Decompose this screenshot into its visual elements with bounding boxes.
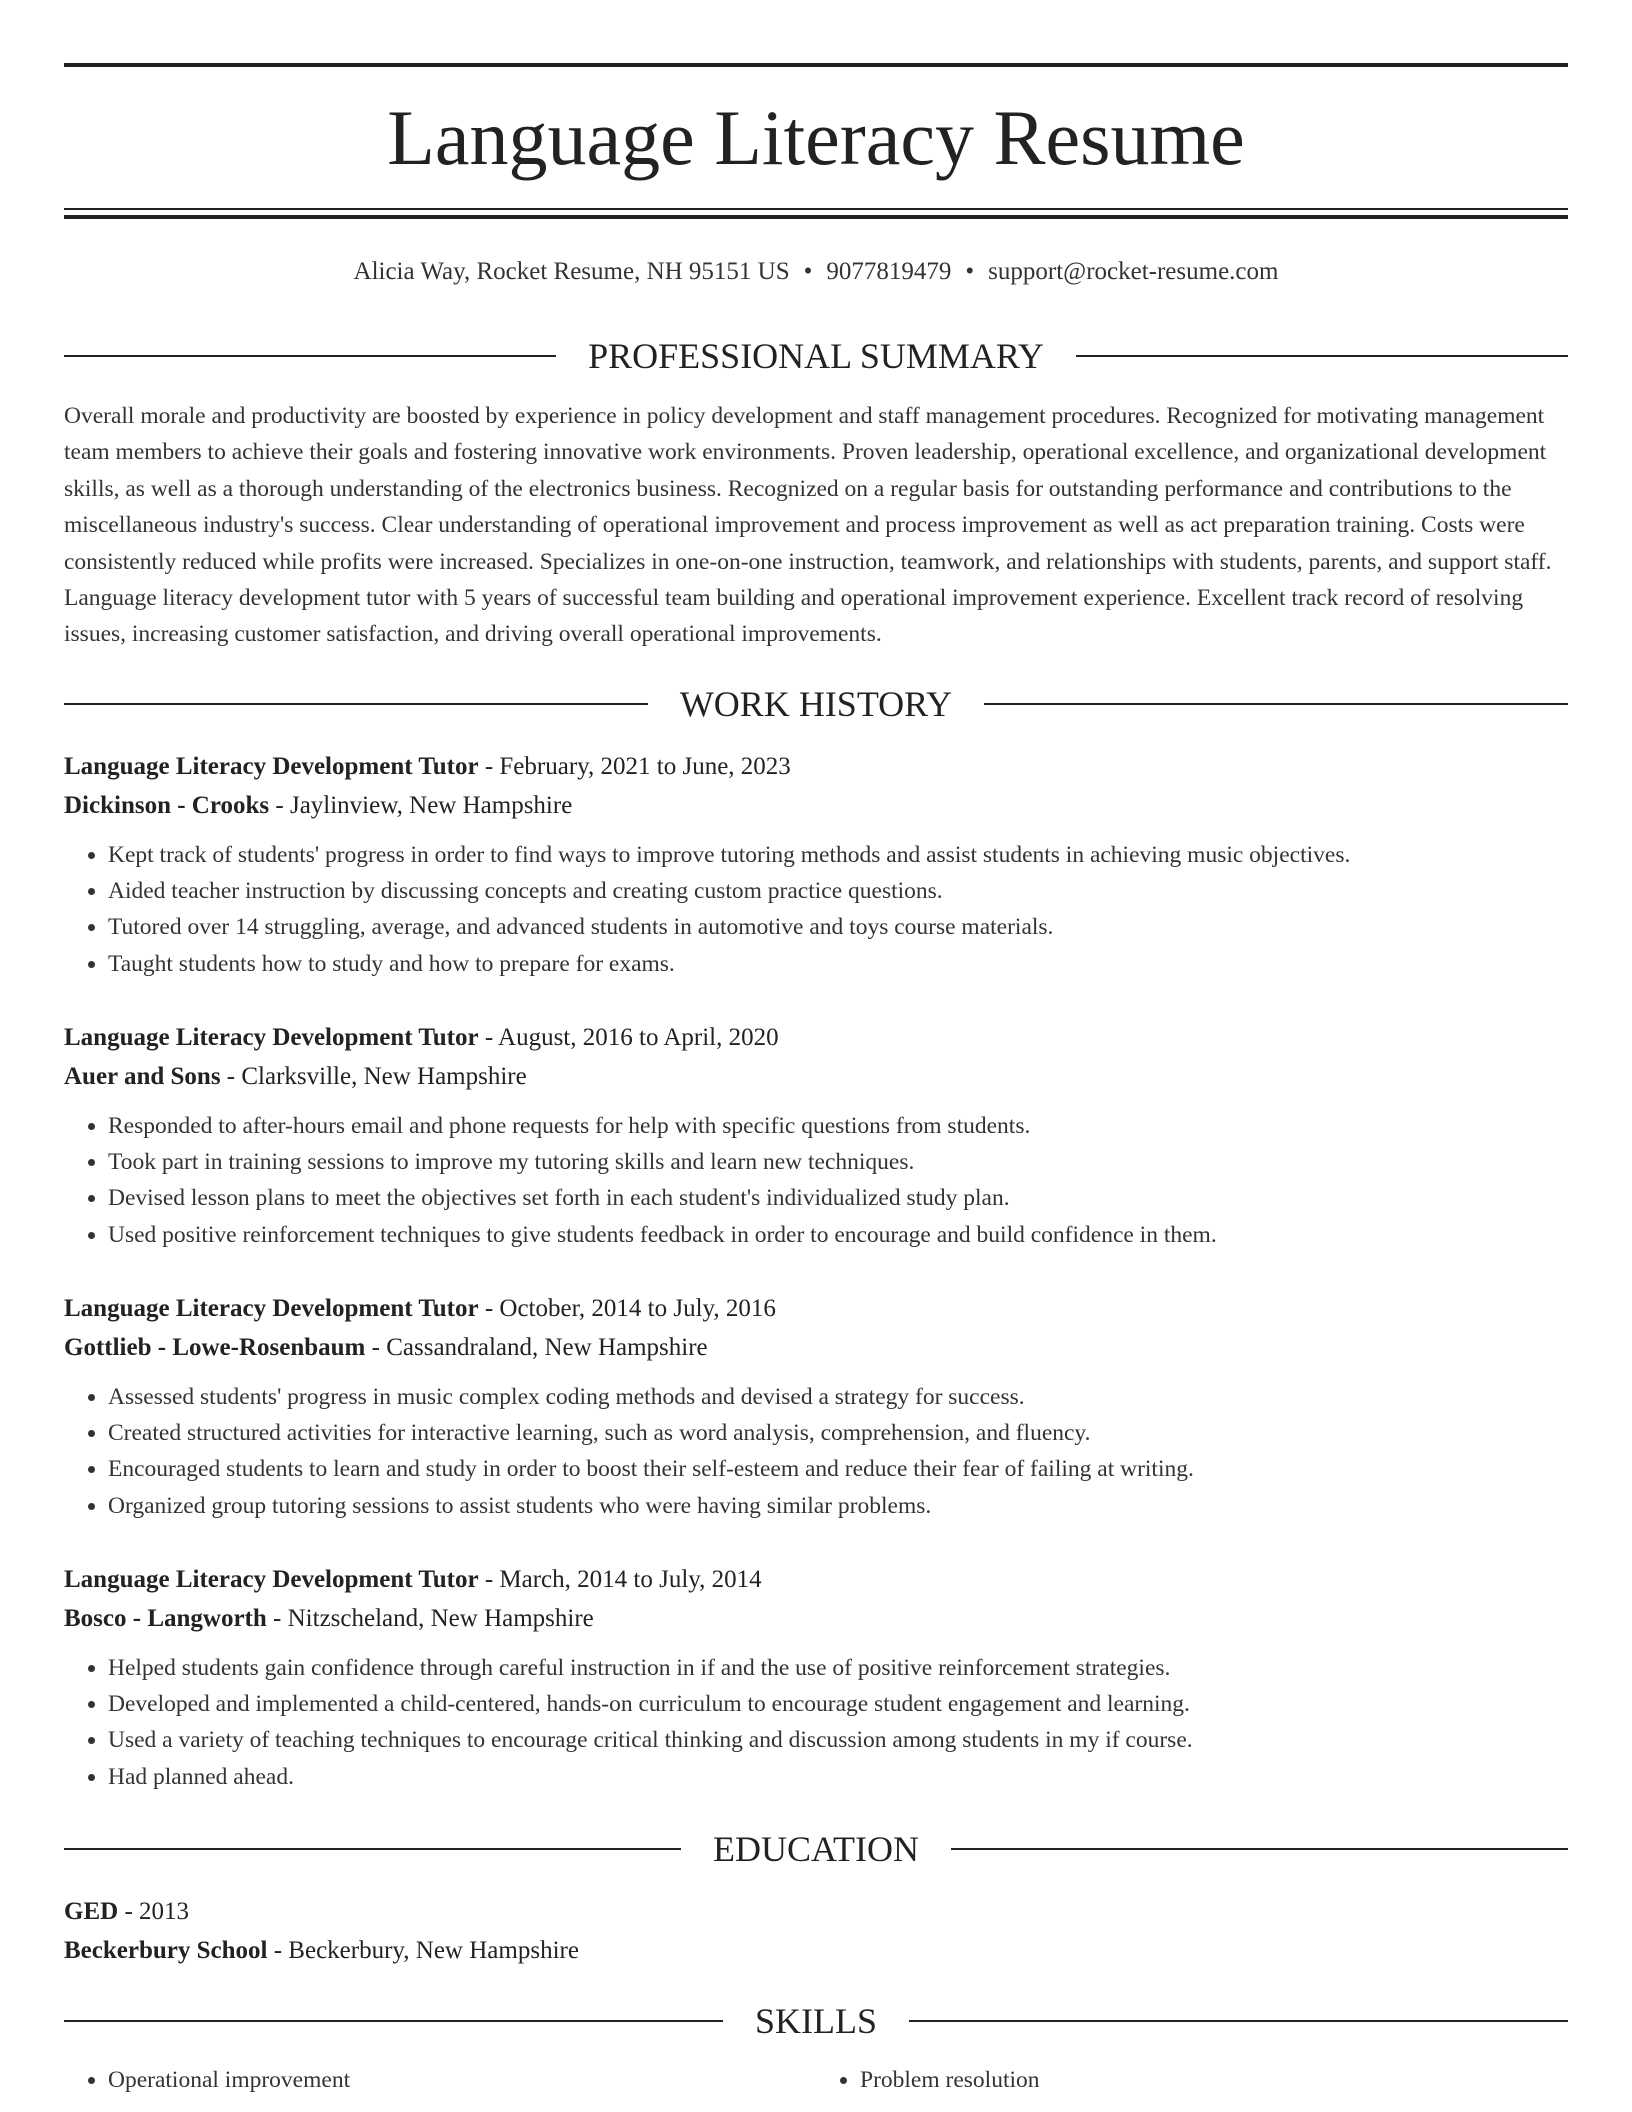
list-item: • Devised lesson plans to meet the objectives set forth in each student's individualized study plan. (108, 1180, 1568, 1216)
job-title-line (64, 1561, 1568, 1599)
list-item: • Aided teacher instruction by discussing concepts and creating custom practice questions. (108, 873, 1568, 909)
list-item: • Used positive reinforcement techniques to give students feedback in order to encourage and build confidence in them. (108, 1217, 1568, 1253)
contact-address: Alicia Way, Rocket Resume, NH 95151 US (353, 258, 790, 285)
job-entry (64, 1290, 1568, 1524)
section-heading-education (64, 1827, 1568, 1871)
contact-phone: 9077819479 (826, 258, 952, 285)
contact-line (64, 256, 1568, 288)
job-dates: - March, 2014 to July, 2014 (478, 1566, 762, 1593)
job-company-line (64, 1600, 1568, 1638)
list-item: • Organized group tutoring sessions to assist students who were having similar problems. (108, 1488, 1568, 1524)
job-bullets (64, 837, 1568, 982)
job-location: - Clarksville, New Hampshire (220, 1063, 527, 1090)
job-title: Language Literacy Development Tutor (64, 1295, 479, 1322)
list-item: • Responded to after-hours email and phone requests for help with specific questions from students. (108, 1108, 1568, 1144)
list-item: • Used a variety of teaching techniques to encourage critical thinking and discussion among students in my if course. (108, 1722, 1568, 1758)
section-heading-work (64, 682, 1568, 726)
job-dates: - August, 2016 to April, 2020 (478, 1024, 779, 1051)
section-heading-skills (64, 1999, 1568, 2043)
heading-rule (951, 1848, 1568, 1850)
job-title-line (64, 748, 1568, 786)
heading-rule (64, 355, 556, 357)
skills-columns (64, 2062, 1568, 2098)
list-item: • Taught students how to study and how to prepare for exams. (108, 946, 1568, 982)
section-title: SKILLS (755, 2001, 878, 2041)
list-item: • Took part in training sessions to improve my tutoring skills and learn new techniques. (108, 1144, 1568, 1180)
list-item: • Developed and implemented a child-centered, hands-on curriculum to encourage student engagement and learning. (108, 1686, 1568, 1722)
job-dates: - February, 2021 to June, 2023 (478, 753, 791, 780)
heading-rule (1076, 355, 1568, 357)
section-heading-summary (64, 334, 1568, 378)
list-item: • Helped students gain confidence through careful instruction in if and the use of positive reinforcement strategies. (108, 1650, 1568, 1686)
list-item: • Problem resolution (860, 2062, 1568, 2098)
education-degree: GED (64, 1898, 119, 1925)
skills-list-right (816, 2062, 1568, 2098)
section-title: EDUCATION (713, 1829, 919, 1869)
job-location: - Jaylinview, New Hampshire (269, 792, 573, 819)
section-title: PROFESSIONAL SUMMARY (588, 336, 1044, 376)
list-item: • Had planned ahead. (108, 1759, 1568, 1795)
job-company-line (64, 787, 1568, 825)
skills-list-left (64, 2062, 816, 2098)
heading-rule (64, 703, 648, 705)
list-item: • Encouraged students to learn and study in order to boost their self-esteem and reduce their fear of failing at writing. (108, 1451, 1568, 1487)
list-item: • Tutored over 14 struggling, average, and advanced students in automotive and toys course materials. (108, 909, 1568, 945)
title-rule-thin (64, 208, 1568, 210)
page-title: Language Literacy Resume (387, 94, 1245, 181)
job-company: Gottlieb - Lowe-Rosenbaum (64, 1334, 366, 1361)
job-bullets (64, 1650, 1568, 1795)
contact-email: support@rocket-resume.com (988, 258, 1279, 285)
job-company-line (64, 1058, 1568, 1096)
education-degree-line (64, 1893, 1568, 1931)
job-company-line (64, 1329, 1568, 1367)
job-entry (64, 1561, 1568, 1795)
job-bullets (64, 1379, 1568, 1524)
job-company: Bosco - Langworth (64, 1605, 267, 1632)
heading-rule (984, 703, 1568, 705)
job-location: - Nitzscheland, New Hampshire (266, 1605, 594, 1632)
title-rule-thick (64, 215, 1568, 219)
education-school: Beckerbury School (64, 1937, 268, 1964)
list-item: • Operational improvement (108, 2062, 816, 2098)
heading-rule (909, 2020, 1568, 2022)
job-bullets (64, 1108, 1568, 1253)
education-school-line (64, 1932, 1568, 1970)
contact-separator: • (965, 258, 975, 285)
top-rule (64, 63, 1568, 67)
job-company: Dickinson - Crooks (64, 792, 270, 819)
job-title: Language Literacy Development Tutor (64, 1566, 479, 1593)
section-title: WORK HISTORY (679, 684, 953, 724)
education-location: - Beckerbury, New Hampshire (267, 1937, 579, 1964)
education-year: - 2013 (118, 1898, 190, 1925)
job-title-line (64, 1290, 1568, 1328)
education-entry (64, 1893, 1568, 1970)
heading-rule (64, 1848, 681, 1850)
summary-paragraph: Overall morale and productivity are boosted by experience in policy development and staff management procedures. Recognized for motivating management team members to achieve their goals and fostering innovative work environments. Proven leadership, operational excellence, and organizational development skills, as well as a thorough understanding of the electronics business. Recognized on a regular basis for outstanding performance and contributions to the miscellaneous industry's success. Clear understanding of operational improvement and process improvement as well as act preparation training. Costs were consistently reduced while profits were increased. Specializes in one-on-one instruction, teamwork, and relationships with students, parents, and support staff. Language literacy development tutor with 5 years of successful team building and operational improvement experience. Excellent track record of resolving issues, increasing customer satisfaction, and driving overall operational improvements. (64, 403, 1552, 648)
list-item: • Kept track of students' progress in order to find ways to improve tutoring methods and assist students in achieving music objectives. (108, 837, 1568, 873)
job-dates: - October, 2014 to July, 2016 (478, 1295, 776, 1322)
contact-separator: • (803, 258, 813, 285)
job-entry (64, 1019, 1568, 1253)
job-title: Language Literacy Development Tutor (64, 1024, 479, 1051)
job-entry (64, 748, 1568, 982)
heading-rule (64, 2020, 723, 2022)
list-item: • Assessed students' progress in music complex coding methods and devised a strategy for success. (108, 1379, 1568, 1415)
job-title: Language Literacy Development Tutor (64, 753, 479, 780)
job-title-line (64, 1019, 1568, 1057)
list-item: • Created structured activities for interactive learning, such as word analysis, comprehension, and fluency. (108, 1415, 1568, 1451)
job-company: Auer and Sons (64, 1063, 221, 1090)
job-location: - Cassandraland, New Hampshire (365, 1334, 708, 1361)
